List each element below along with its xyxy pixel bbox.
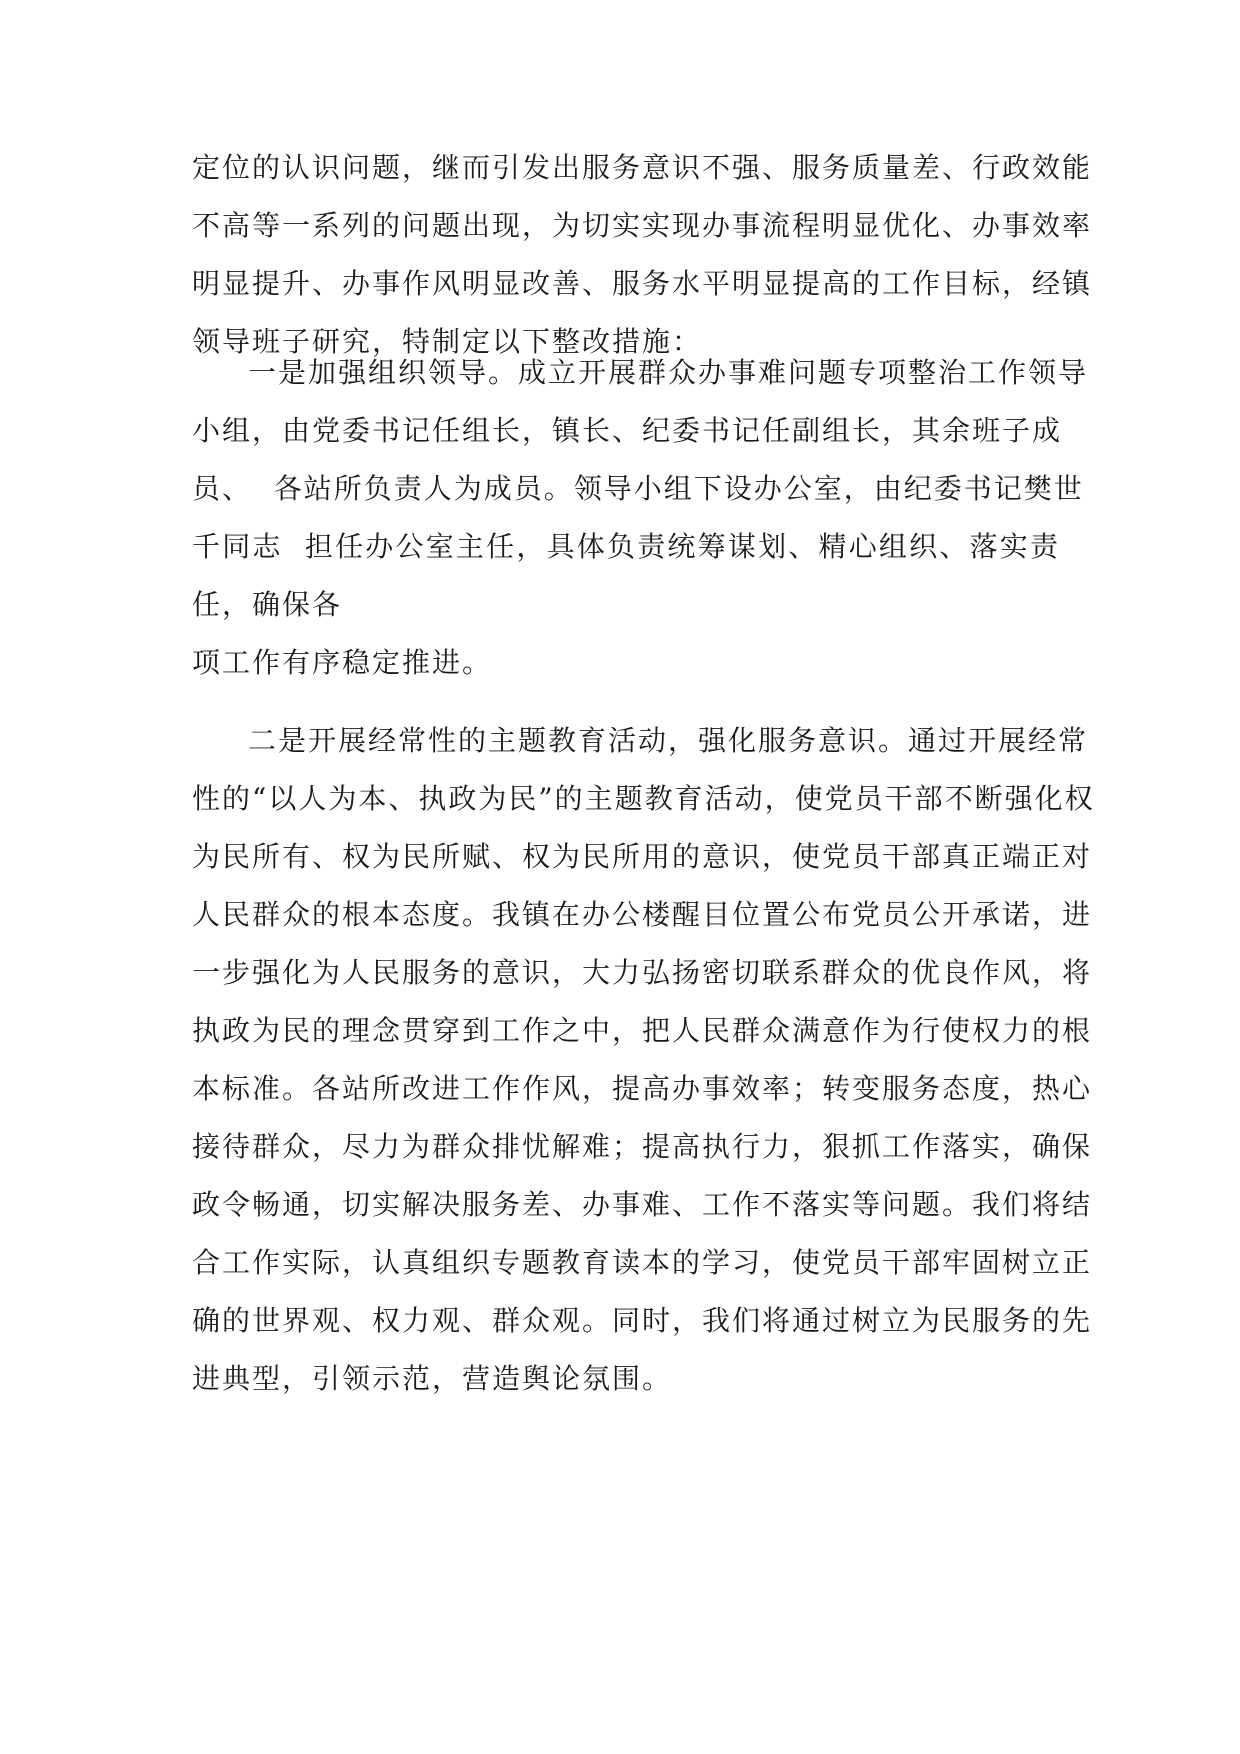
paragraph-line: 本标准。各站所改进工作作风，提高办事效率；转变服务态度，热心 <box>192 1072 1093 1105</box>
paragraph-line: 定位的认识问题，继而引发出服务意识不强、服务质量差、行政效能 <box>192 151 1093 184</box>
paragraph-line: 政令畅通，切实解决服务差、办事难、工作不落实等问题。我们将结 <box>192 1188 1093 1221</box>
paragraph-line: 确的世界观、权力观、群众观。同时，我们将通过树立为民服务的先 <box>192 1304 1093 1337</box>
paragraph-line: 二是开展经常性的主题教育活动，强化服务意识。通过开展经常 <box>248 724 1089 757</box>
paragraph-line: 执政为民的理念贯穿到工作之中，把人民群众满意作为行使权力的根 <box>192 1014 1093 1047</box>
paragraph-line: 项工作有序稳定推进。 <box>192 646 493 679</box>
paragraph-line: 不高等一系列的问题出现，为切实实现办事流程明显优化、办事效率 <box>192 209 1093 242</box>
paragraph-2 <box>192 344 1089 692</box>
paragraph-line: 员、 各站所负责人为成员。领导小组下设办公室，由纪委书记樊世 <box>192 472 1084 505</box>
paragraph-line: 明显提升、办事作风明显改善、服务水平明显提高的工作目标，经镇 <box>192 267 1093 300</box>
paragraph-line: 千同志 担任办公室主任，具体负责统筹谋划、精心组织、落实责 <box>192 530 1060 563</box>
paragraph-1 <box>192 139 1093 371</box>
paragraph-line: 一步强化为人民服务的意识，大力弘扬密切联系群众的优良作风，将 <box>192 956 1093 989</box>
paragraph-line: 进典型，引领示范，营造舆论氛围。 <box>192 1362 673 1395</box>
paragraph-line: 为民所有、权为民所赋、权为民所用的意识，使党员干部真正端正对 <box>192 840 1093 873</box>
paragraph-line: 小组，由党委书记任组长，镇长、纪委书记任副组长，其余班子成 <box>192 414 1063 447</box>
paragraph-line: 人民群众的根本态度。我镇在办公楼醒目位置公布党员公开承诺，进 <box>192 898 1093 931</box>
paragraph-3 <box>192 712 1095 1408</box>
paragraph-line: 任，确保各 <box>192 588 343 621</box>
paragraph-line: 接待群众，尽力为群众排忧解难；提高执行力，狠抓工作落实，确保 <box>192 1130 1093 1163</box>
paragraph-line: 一是加强组织领导。成立开展群众办事难问题专项整治工作领导 <box>248 356 1089 389</box>
paragraph-line: 性的“以人为本、执政为民”的主题教育活动，使党员干部不断强化权 <box>192 782 1095 815</box>
paragraph-line: 领导班子研究，特制定以下整改措施： <box>192 325 703 358</box>
paragraph-line: 合工作实际，认真组织专题教育读本的学习，使党员干部牢固树立正 <box>192 1246 1093 1279</box>
